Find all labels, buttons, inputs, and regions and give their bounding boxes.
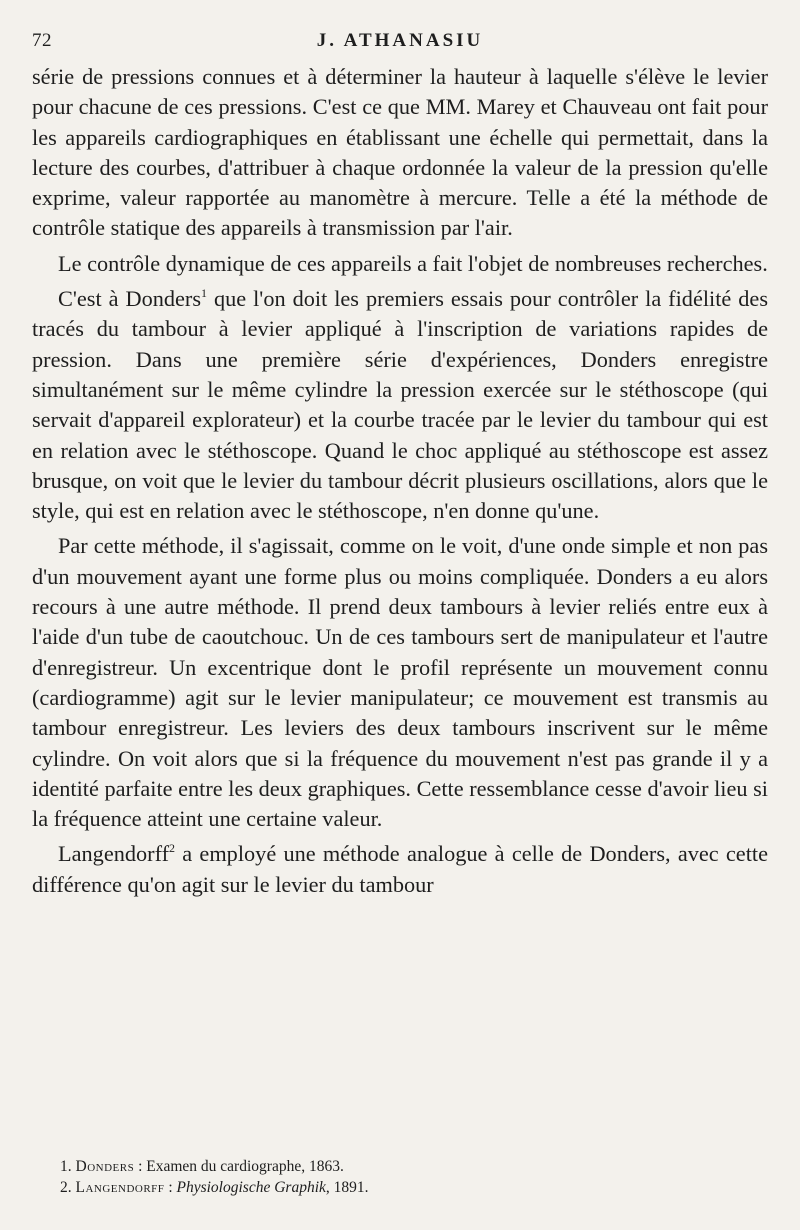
- footnote-author: Langendorff: [75, 1179, 165, 1196]
- paragraph-text: a employé une méthode analogue à celle de Donders, avec cette différence qu'on agit sur le levier du tambour: [32, 841, 768, 897]
- footnote-number: 1.: [60, 1158, 72, 1175]
- footnote-year: , 1891.: [325, 1179, 369, 1196]
- footnote-separator-text: :: [134, 1158, 147, 1175]
- paragraph-donders-first-method: [32, 284, 768, 526]
- footnote-work: Examen du cardiographe, 1863.: [146, 1158, 344, 1175]
- page-number: 72: [32, 30, 52, 51]
- paragraph-donders-second-method: Par cette méthode, il s'agissait, comme on le voit, d'une onde simple et non pas d'un mouvement ayant une forme plus ou moins compliquée. Donders a eu alors recours à une autre méthode. Il prend deux tambours à levier reliés entre eux à l'aide d'un tube de caoutchouc. Un de ces tambours sert de manipulateur et l'autre d'enregistreur. Un excentrique dont le profil représente un mouvement connu (cardiogramme) agit sur le levier manipulateur; ce mouvement est transmis au tambour enregistreur. Les leviers des deux tambours inscrivent sur le même cylindre. On voit alors que si la fréquence du mouvement n'est pas grande il y a identité parfaite entre les deux graphiques. Cette ressemblance cesse d'avoir lieu si la fréquence atteint une certaine valeur.: [32, 533, 768, 832]
- paragraph-static-control: série de pressions connues et à déterminer la hauteur à laquelle s'élève le levier pour chacune de ces pressions. C'est ce que MM. Marey et Chauveau ont fait pour les appareils cardiographiques en établissant une échelle qui permettait, dans la lecture des courbes, d'attribuer à chaque ordonnée la valeur de la pression qu'elle exprime, valeur rapportée au manomètre à mercure. Telle a été la méthode de contrôle statique des appareils à transmission par l'air.: [32, 64, 768, 241]
- footnote-work-title: Physiologische Graphik: [176, 1179, 326, 1196]
- paragraph-text: que l'on doit les premiers essais pour contrôler la fidélité des tracés du tambour à levier appliqué à l'inscription de variations rapides de pression. Dans une première série d'expériences, Donders enregistre simultanément sur le même cylindre la pression exercée sur le stéthoscope (qui servait d'appareil explorateur) et la courbe tracée par le levier du tambour qui est en relation avec le stéthoscope. Quand le choc appliqué au stéthoscope est assez brusque, on voit que le levier du tambour décrit plusieurs oscillations, alors que le style, qui est en relation avec le stéthoscope, n'en donne qu'une.: [32, 286, 768, 524]
- footnote-reference-1: 1: [201, 286, 208, 301]
- footnote-separator-text: :: [164, 1179, 177, 1196]
- running-head: J. ATHANASIU: [316, 30, 484, 51]
- paragraph-langendorff: [32, 839, 768, 900]
- page-header: [32, 30, 768, 58]
- footnote-1: [60, 1156, 760, 1177]
- footnote-author: Donders: [75, 1158, 135, 1175]
- paragraph-text: Langendorff: [58, 841, 170, 867]
- footnote-number: 2.: [60, 1179, 72, 1196]
- footnote-2: [60, 1177, 760, 1198]
- paragraph-text: C'est à Donders: [58, 286, 202, 312]
- footnotes: [60, 1156, 760, 1198]
- paragraph-dynamic-control: Le contrôle dynamique de ces appareils a fait l'objet de nombreuses recherches.: [58, 250, 768, 276]
- body-text: [32, 62, 768, 900]
- footnote-reference-2: 2: [169, 841, 176, 856]
